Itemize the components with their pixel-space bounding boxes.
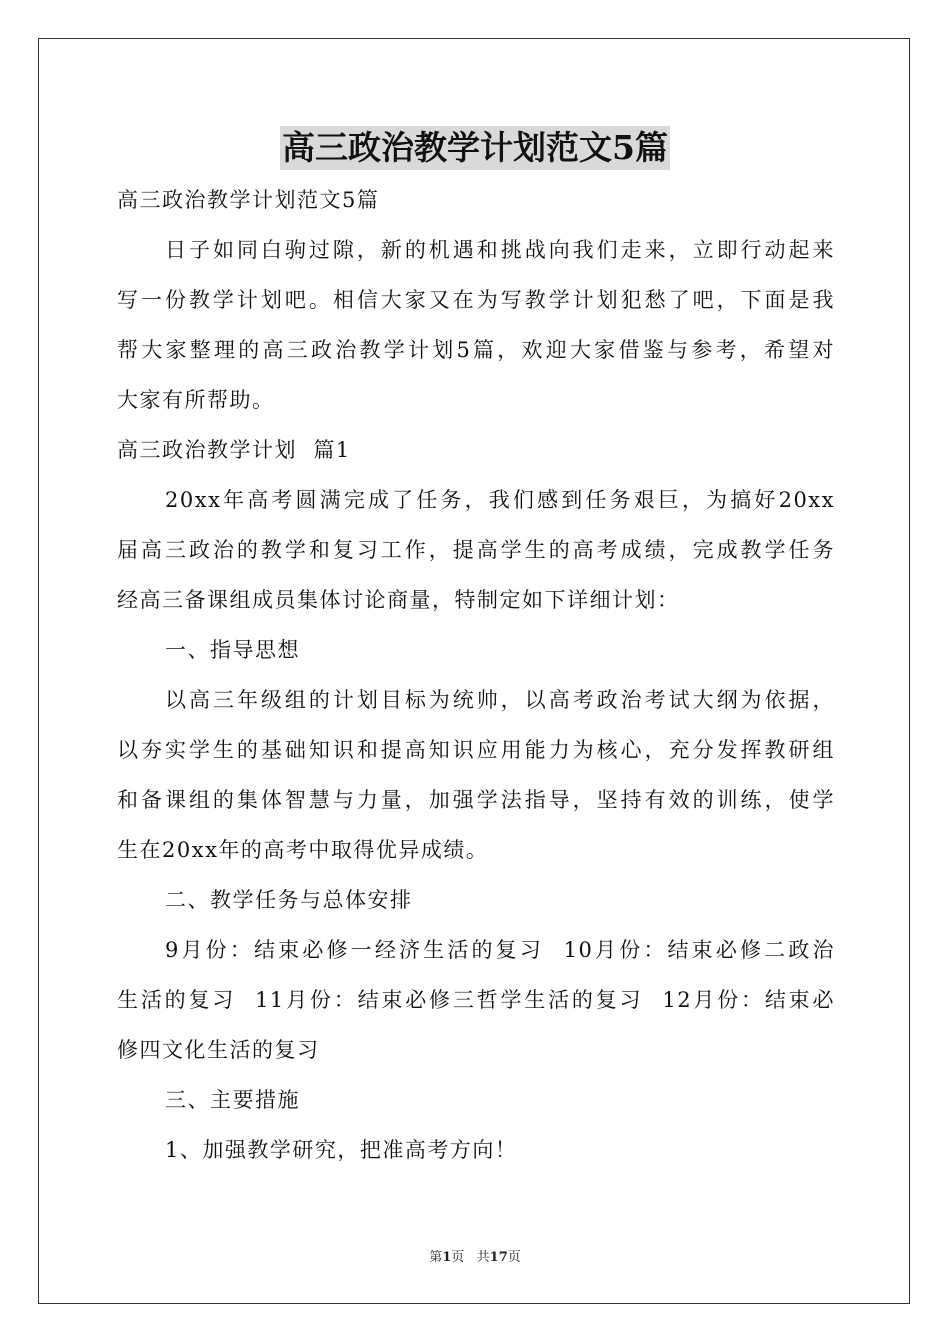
paragraph-line: 生在20xx年的高考中取得优异成绩。 [117, 838, 489, 862]
footer-suffix: 页 [507, 1250, 521, 1265]
footer-mid: 页 共 [451, 1250, 490, 1265]
intro-line: 写一份教学计划吧。相信大家又在为写教学计划犯愁了吧，下面是我 [117, 288, 835, 312]
footer-prefix: 第 [429, 1250, 443, 1265]
paragraph-line: 生活的复习 11月份：结束必修三哲学生活的复习 12月份：结束必 [117, 988, 835, 1012]
subheading-tasks: 二、教学任务与总体安排 [165, 888, 413, 912]
paragraph-line: 经高三备课组成员集体讨论商量，特制定如下详细计划： [117, 588, 680, 612]
document-title: 高三政治教学计划范文5篇 [280, 126, 670, 170]
paragraph-line: 20xx年高考圆满完成了任务，我们感到任务艰巨，为搞好20xx [165, 488, 835, 512]
paragraph-line: 以夯实学生的基础知识和提高知识应用能力为核心，充分发挥教研组 [117, 738, 835, 762]
subheading-guiding: 一、指导思想 [165, 638, 300, 662]
paragraph-line: 修四文化生活的复习 [117, 1038, 320, 1062]
title-container [0, 126, 950, 170]
document-subtitle: 高三政治教学计划范文5篇 [117, 188, 380, 212]
subheading-measures: 三、主要措施 [165, 1088, 300, 1112]
document-body [117, 175, 835, 1175]
paragraph-line: 和备课组的集体智慧与力量，加强学法指导，坚持有效的训练，使学 [117, 788, 835, 812]
page-footer [0, 1246, 950, 1265]
measure-item: 1、加强教学研究，把准高考方向！ [165, 1138, 518, 1162]
paragraph-line: 届高三政治的教学和复习工作，提高学生的高考成绩，完成教学任务 [117, 538, 835, 562]
footer-current-page: 1 [442, 1250, 452, 1265]
paragraph-line: 以高三年级组的计划目标为统帅，以高考政治考试大纲为依据， [165, 688, 835, 712]
intro-line: 帮大家整理的高三政治教学计划5篇，欢迎大家借鉴与参考，希望对 [117, 338, 835, 362]
intro-line: 大家有所帮助。 [117, 388, 275, 412]
section-heading: 高三政治教学计划 篇1 [117, 438, 351, 462]
footer-total-pages: 17 [489, 1250, 508, 1265]
paragraph-line: 9月份：结束必修一经济生活的复习 10月份：结束必修二政治 [165, 938, 835, 962]
intro-line: 日子如同白驹过隙，新的机遇和挑战向我们走来，立即行动起来 [165, 238, 835, 262]
